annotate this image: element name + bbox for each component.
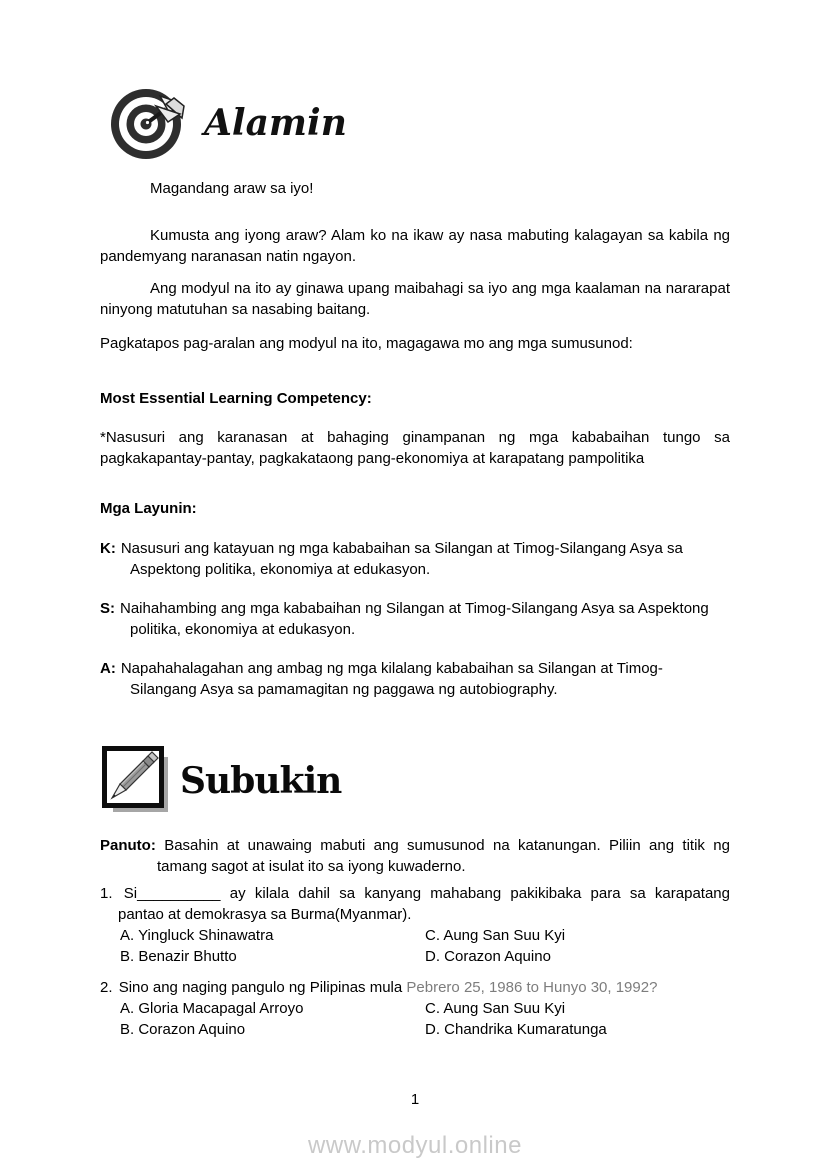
question-2-options — [120, 998, 730, 1040]
option-d: D. Chandrika Kumaratunga — [425, 1021, 607, 1038]
option-c: C. Aung San Suu Kyi — [425, 1000, 566, 1017]
question-line — [100, 977, 730, 998]
paragraph-pagkatapos: Pagkatapos pag-aralan ang modyul na ito, magagawa mo ang mga sumusunod: — [100, 335, 633, 352]
question-2 — [100, 977, 730, 1040]
alamin-header — [108, 84, 730, 162]
objective-line: Silangang Asya sa pamamagitan ng paggawa ng autobiography. — [130, 681, 558, 698]
objective-text: Naihahambing ang mga kababaihan ng Silangan at Timog-Silangang Asya sa Aspektong — [120, 600, 709, 617]
paragraph-kumusta — [100, 225, 730, 267]
paragraph-line: Kumusta ang iyong araw? Alam ko na ikaw ay nasa mabuting kalagayan sa kabila ng — [150, 227, 730, 244]
panuto — [100, 835, 730, 877]
paragraph-line: Ang modyul na ito ay ginawa upang maibahagi sa iyo ang mga kaalaman na nararapat — [150, 280, 730, 297]
paragraph-modyul — [100, 278, 730, 320]
question-text-gray: Pebrero 25, 1986 to Hunyo 30, 1992? — [406, 979, 658, 996]
question-1-options — [120, 925, 730, 967]
objective-a — [100, 658, 730, 700]
greeting-text: Magandang araw sa iyo! — [150, 180, 314, 197]
melc-heading: Most Essential Learning Competency: — [100, 390, 372, 407]
objective-key: A: — [100, 660, 116, 677]
document-content — [100, 84, 730, 1160]
option-b: B. Benazir Bhutto — [120, 948, 237, 965]
objective-line: politika, ekonomiya at edukasyon. — [130, 621, 356, 638]
option-a: A. Gloria Macapagal Arroyo — [120, 1000, 304, 1017]
option-b: B. Corazon Aquino — [120, 1021, 246, 1038]
option-d: D. Corazon Aquino — [425, 948, 551, 965]
objective-line — [100, 598, 730, 619]
panuto-line: tamang sagot at isulat ito sa iyong kuwaderno. — [157, 858, 466, 875]
question-number: 1. — [100, 885, 113, 902]
panuto-label: Panuto: — [100, 837, 156, 854]
paragraph-line: ninyong matutuhan sa nasabing baitang. — [100, 301, 371, 318]
objective-line — [100, 538, 730, 559]
dartboard-icon — [108, 84, 192, 162]
objective-key: S: — [100, 600, 115, 617]
paragraph-line: pandemyang naranasan natin ngayon. — [100, 248, 357, 265]
question-text: Si__________ ay kilala dahil sa kanyang mahabang pakikibaka para sa karapatang — [123, 885, 730, 902]
watermark: www.modyul.online — [308, 1132, 522, 1159]
question-number: 2. — [100, 979, 113, 996]
panuto-line — [100, 835, 730, 856]
alamin-title: Alamin — [204, 102, 347, 144]
melc-text — [100, 427, 730, 469]
question-line: pantao at demokrasya sa Burma(Myanmar). — [118, 906, 412, 923]
paragraph-line: *Nasusuri ang karanasan at bahaging ginampanan ng mga kababaihan tungo sa — [100, 429, 730, 446]
objective-text: Napahahalagahan ang ambag ng mga kilalang kababaihan sa Silangan at Timog- — [120, 660, 663, 677]
paragraph-line: pagkakapantay-pantay, pagkakataong pang-ekonomiya at karapatang pampolitika — [100, 450, 645, 467]
objective-s — [100, 598, 730, 640]
objective-line: Aspektong politika, ekonomiya at edukasyon. — [130, 561, 431, 578]
subukin-title: Subukin — [180, 760, 342, 802]
layunin-heading: Mga Layunin: — [100, 500, 197, 517]
objective-line — [100, 658, 730, 679]
question-line — [100, 883, 730, 904]
question-text: Sino ang naging pangulo ng Pilipinas mula — [118, 979, 407, 996]
objective-k — [100, 538, 730, 580]
subukin-header — [102, 746, 730, 816]
panuto-text: Basahin at unawaing mabuti ang sumusunod na katanungan. Piliin ang titik ng — [164, 837, 730, 854]
objective-key: K: — [100, 540, 116, 557]
objective-text: Nasusuri ang katayuan ng mga kababaihan sa Silangan at Timog-Silangang Asya sa — [120, 540, 683, 557]
page-number: 1 — [410, 1091, 420, 1108]
option-a: A. Yingluck Shinawatra — [120, 927, 274, 944]
pencil-icon — [102, 746, 172, 816]
option-c: C. Aung San Suu Kyi — [425, 927, 566, 944]
question-1 — [100, 883, 730, 967]
